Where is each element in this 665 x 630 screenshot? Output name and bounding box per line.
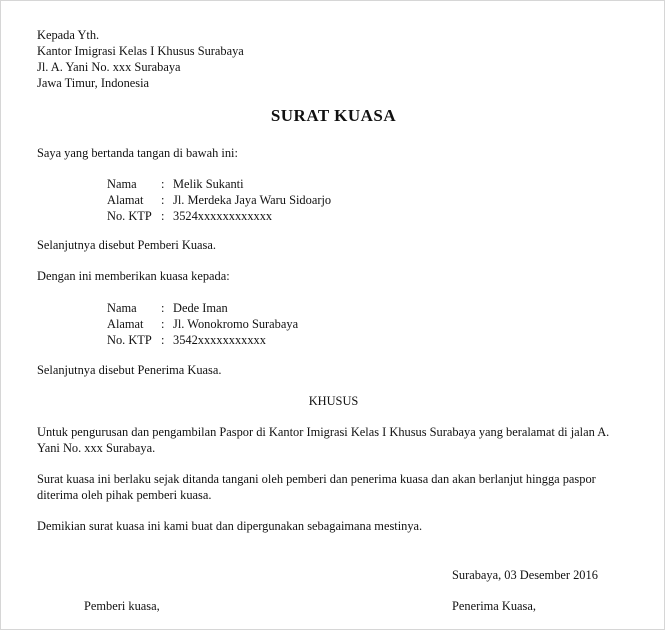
recipient-office: Kantor Imigrasi Kelas I Khusus Surabaya bbox=[37, 44, 244, 58]
grantee-name: Dede Iman bbox=[173, 301, 228, 315]
grantor-signature-label: Pemberi kuasa, bbox=[84, 599, 160, 613]
grantor-address-row bbox=[107, 192, 331, 208]
address-label: Alamat bbox=[107, 317, 144, 331]
grantor-name: Melik Sukanti bbox=[173, 177, 244, 191]
grantee-name-row bbox=[107, 300, 298, 316]
grantee-ktp: 3542xxxxxxxxxxx bbox=[173, 333, 266, 347]
ktp-label: No. KTP bbox=[107, 333, 152, 347]
recipient-salutation: Kepada Yth. bbox=[37, 28, 100, 42]
grant-intro: Dengan ini memberikan kuasa kepada: bbox=[37, 269, 230, 283]
grantee-details bbox=[107, 300, 298, 348]
validity-paragraph: Surat kuasa ini berlaku sejak ditanda tangani oleh pemberi dan penerima kuasa dan akan berlanjut hingga paspor diterima oleh pihak pemberi kuasa. bbox=[37, 472, 596, 502]
letter-title: SURAT KUASA bbox=[270, 106, 397, 125]
intro-text: Saya yang bertanda tangan di bawah ini: bbox=[37, 146, 238, 160]
grantee-address-row bbox=[107, 316, 298, 332]
colon: : bbox=[161, 333, 165, 347]
grantee-signature-label: Penerima Kuasa, bbox=[452, 599, 536, 613]
colon: : bbox=[161, 317, 165, 331]
purpose-paragraph: Untuk pengurusan dan pengambilan Paspor di Kantor Imigrasi Kelas I Khusus Surabaya yang beralamat di jalan A. Yani No. xxx Surabaya. bbox=[37, 425, 610, 455]
grantee-caption: Selanjutnya disebut Penerima Kuasa. bbox=[37, 363, 222, 377]
colon: : bbox=[161, 301, 165, 315]
name-label: Nama bbox=[107, 301, 137, 315]
name-label: Nama bbox=[107, 177, 137, 191]
colon: : bbox=[161, 209, 165, 223]
grantor-name-row bbox=[107, 176, 331, 192]
grantor-ktp: 3524xxxxxxxxxxxx bbox=[173, 209, 273, 223]
closing-paragraph: Demikian surat kuasa ini kami buat dan dipergunakan sebagaimana mestinya. bbox=[37, 519, 423, 533]
place-date: Surabaya, 03 Desember 2016 bbox=[452, 568, 598, 582]
grantee-address: Jl. Wonokromo Surabaya bbox=[173, 317, 299, 331]
colon: : bbox=[161, 193, 165, 207]
recipient-region: Jawa Timur, Indonesia bbox=[37, 76, 150, 90]
grantee-ktp-row bbox=[107, 332, 298, 348]
recipient-street: Jl. A. Yani No. xxx Surabaya bbox=[37, 60, 181, 74]
address-label: Alamat bbox=[107, 193, 144, 207]
colon: : bbox=[161, 177, 165, 191]
grantor-details bbox=[107, 176, 331, 224]
letter-subtitle: KHUSUS bbox=[308, 394, 359, 408]
grantor-ktp-row bbox=[107, 208, 331, 224]
ktp-label: No. KTP bbox=[107, 209, 152, 223]
grantor-caption: Selanjutnya disebut Pemberi Kuasa. bbox=[37, 238, 216, 252]
grantor-address: Jl. Merdeka Jaya Waru Sidoarjo bbox=[173, 193, 332, 207]
recipient-address bbox=[37, 27, 244, 91]
